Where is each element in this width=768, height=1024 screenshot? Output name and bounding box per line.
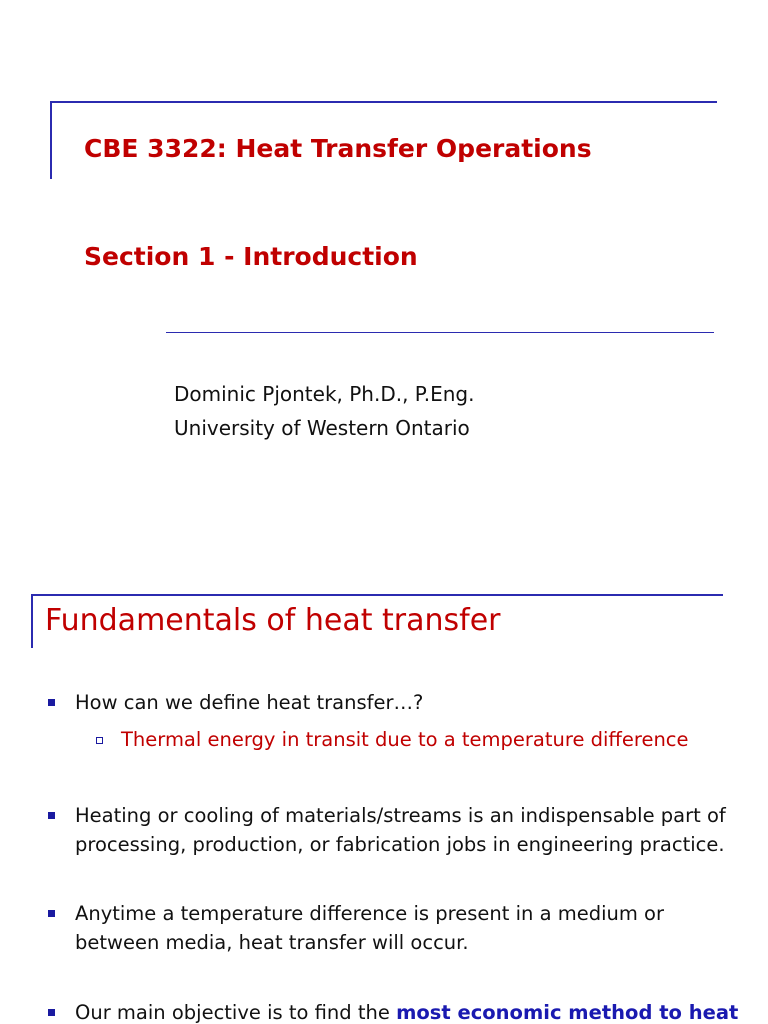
bullet-item [44,998,738,1024]
emphasized-text: most economic method to heat [396,1001,739,1024]
course-title: CBE 3322: Heat Transfer Operations [84,134,592,163]
author-block [174,377,474,445]
bullet-text-line: processing, production, or fabrication jobs in engineering practice. [75,833,725,856]
author-name: Dominic Pjontek, Ph.D., P.Eng. [174,382,475,406]
square-bullet-icon [48,1009,55,1016]
content-slide-left-rule [31,594,33,648]
square-bullet-icon [48,812,55,819]
hollow-square-bullet-icon [96,737,103,744]
content-slide-top-rule [31,594,723,596]
bullet-text: How can we define heat transfer…? [75,691,424,714]
bullet-text-line [75,998,738,1024]
bullet-text-line: Anytime a temperature difference is present in a medium or [75,902,665,925]
slide-heading: Fundamentals of heat transfer [45,603,501,638]
author-affiliation: University of Western Ontario [174,416,470,440]
bullet-item [44,899,664,957]
sub-bullet-item [96,725,689,754]
bullet-item [44,688,423,717]
bullet-text-line: between media, heat transfer will occur. [75,931,469,954]
square-bullet-icon [48,699,55,706]
title-slide-divider [166,332,714,333]
title-slide-left-rule [50,101,52,179]
title-slide-top-rule [50,101,717,103]
bullet-text-prefix: Our main objective is to find the [75,1001,397,1024]
square-bullet-icon [48,910,55,917]
sub-bullet-text: Thermal energy in transit due to a temperature difference [121,728,689,751]
bullet-text-line: Heating or cooling of materials/streams is an indispensable part of [75,804,726,827]
bullet-item [44,801,726,859]
section-title: Section 1 - Introduction [84,242,418,271]
